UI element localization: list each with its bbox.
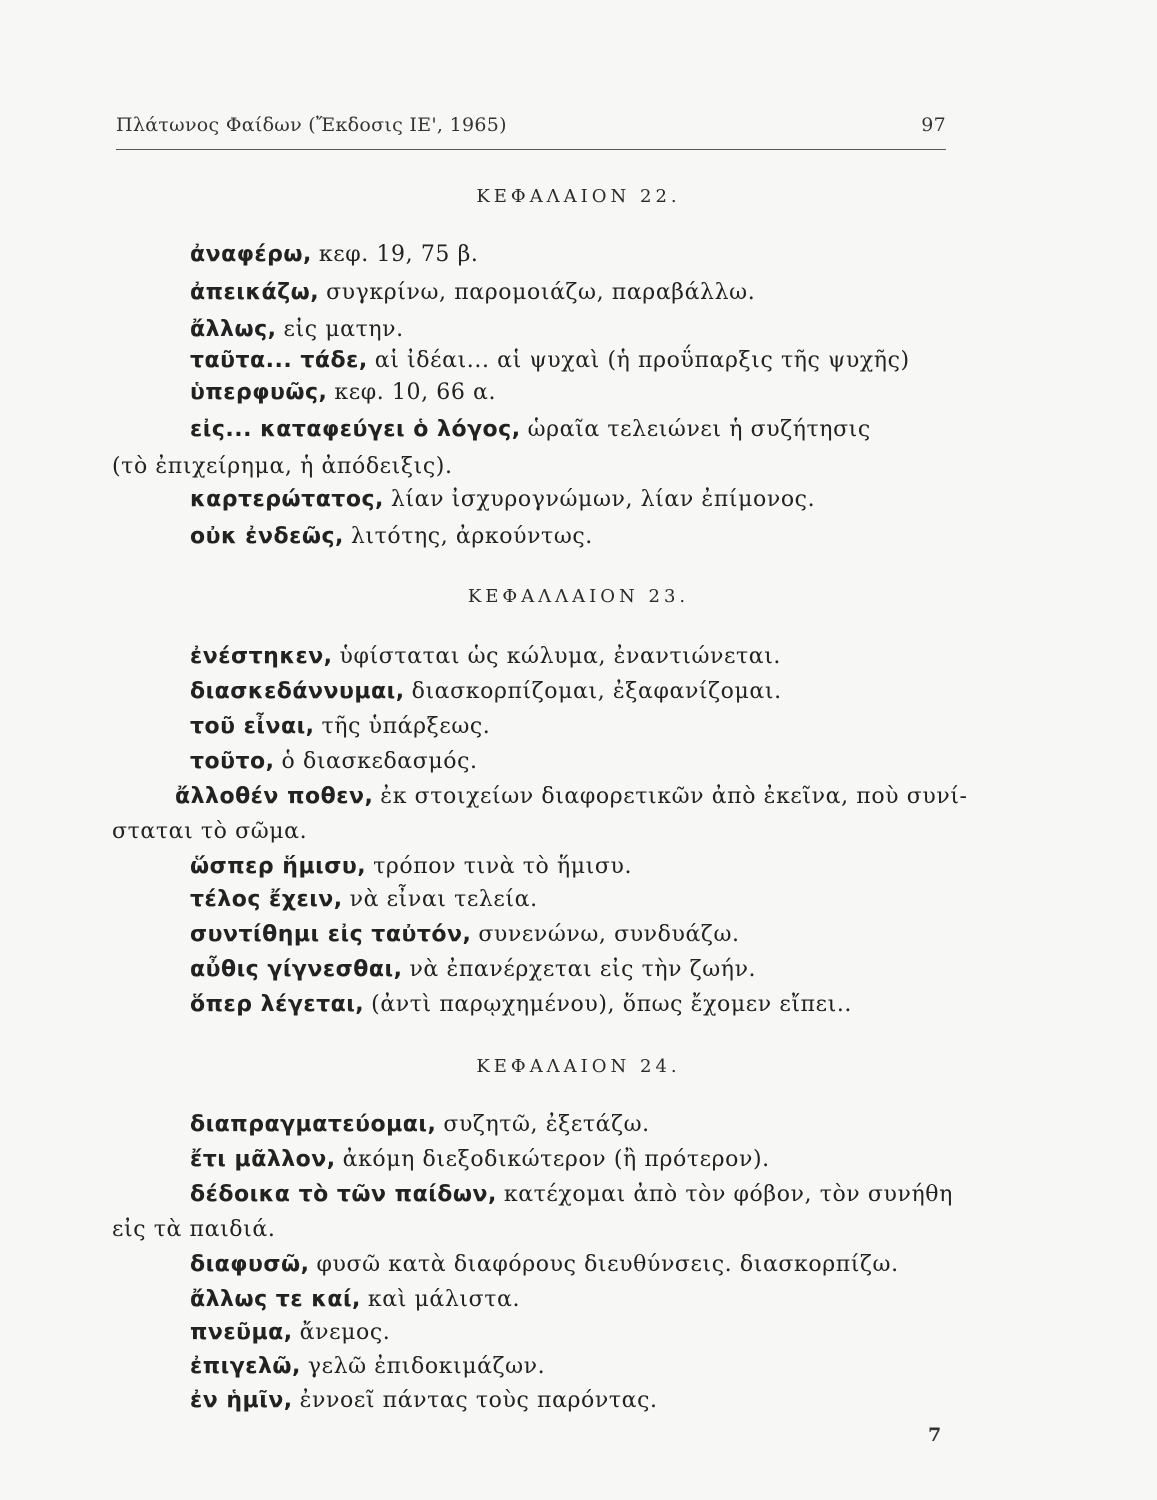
entry-term: ἀπεικάζω, (190, 280, 320, 305)
entry-definition: λίαν ἰσχυρογνώμων, λίαν ἐπίμονος. (390, 487, 816, 512)
entry-term: δέδοικα τὸ τῶν παίδων, (190, 1182, 497, 1207)
entry-definition: συνενώνω, συνδυάζω. (478, 922, 740, 947)
glossary-entry (190, 315, 960, 345)
entry-definition: ὁ διασκεδασμός. (281, 749, 478, 774)
entry-term: ὅπερ λέγεται, (190, 992, 365, 1017)
entry-definition: ἀκόμη διεξοδικώτερον (ἢ πρότερον). (342, 1147, 770, 1172)
glossary-entry (190, 1250, 960, 1280)
entry-definition: τρόπον τινὰ τὸ ἥμισυ. (373, 854, 633, 879)
entry-term: αὖθις γίγνεσθαι, (190, 957, 403, 982)
glossary-entry (190, 278, 960, 308)
entry-definition: εἰς ματην. (283, 317, 404, 342)
entry-definition: συζητῶ, ἐξετάζω. (443, 1112, 650, 1137)
entry-term: εἰς... καταφεύγει ὁ λόγος, (190, 417, 521, 442)
signature-mark: 7 (928, 1424, 942, 1446)
glossary-entry (190, 1285, 960, 1315)
entry-term: διασκεδάννυμαι, (190, 679, 405, 704)
entry-term: οὐκ ἐνδεῶς, (190, 524, 344, 549)
entry-term: τοῦτο, (190, 749, 275, 774)
entry-term: ὑπερφυῶς, (190, 380, 328, 405)
entry-term: ἐνέστηκεν, (190, 644, 333, 669)
glossary-entry (190, 346, 960, 376)
glossary-entry (190, 485, 960, 515)
entry-definition: καὶ μάλιστα. (367, 1287, 521, 1312)
entry-term: διαφυσῶ, (190, 1252, 310, 1277)
chapter-heading-22: ΚΕΦΑΛΑΙΟΝ 22. (476, 186, 681, 207)
entry-definition: κεφ. 10, 66 α. (334, 380, 497, 405)
glossary-entry (190, 712, 960, 742)
entry-definition: συγκρίνω, παρομοιάζω, παραβάλλω. (326, 280, 756, 305)
glossary-entry (190, 1352, 960, 1382)
entry-definition: γελῶ ἐπιδοκιμάζων. (307, 1354, 546, 1379)
glossary-entry (190, 1386, 960, 1416)
header-rule (116, 149, 946, 150)
entry-definition: λιτότης, ἀρκούντως. (350, 524, 593, 549)
entry-term: καρτερώτατος, (190, 487, 384, 512)
entry-continuation: (τὸ ἐπιχείρημα, ἡ ἀπόδειξις). (112, 454, 453, 479)
chapter-heading-24: ΚΕΦΑΛΑΙΟΝ 24. (476, 1056, 681, 1077)
entry-term: πνεῦμα, (190, 1320, 293, 1345)
entry-definition: ἐκ στοιχείων διαφορετικῶν ἀπὸ ἐκεῖνα, ποὺ συνί- (380, 784, 968, 809)
glossary-entry (190, 378, 960, 408)
glossary-entry (190, 747, 960, 777)
entry-term: ἄλλως τε καί, (190, 1287, 361, 1312)
entry-definition: ἐννοεῖ πάντας τοὺς παρόντας. (299, 1388, 658, 1413)
chapter-heading-23: ΚΕΦΑΛΛΑΙΟΝ 23. (467, 586, 690, 607)
glossary-entry (190, 852, 960, 882)
page-number: 97 (921, 114, 946, 136)
entry-term: ἐν ἡμῖν, (190, 1388, 293, 1413)
running-head (116, 114, 946, 146)
entry-term: ὥσπερ ἥμισυ, (190, 854, 367, 879)
entry-term: ἄλλοθέν ποθεν, (175, 784, 374, 809)
entry-continuation: σταται τὸ σῶμα. (112, 819, 308, 844)
entry-term: ἄλλως, (190, 317, 277, 342)
entry-term: τέλος ἔχειν, (190, 887, 343, 912)
glossary-entry (190, 885, 960, 915)
glossary-entry (190, 1145, 960, 1175)
glossary-entry (190, 920, 960, 950)
running-title: Πλάτωνος Φαίδων (Ἔκδοσις ΙΕ', 1965) (116, 114, 507, 136)
glossary-entry (190, 1180, 960, 1210)
entry-definition: διασκορπίζομαι, ἐξαφανίζομαι. (411, 679, 782, 704)
entry-term: ἀναφέρω, (190, 242, 312, 267)
entry-definition: ὡραῖα τελειώνει ἡ συζήτησις (527, 417, 871, 442)
entry-definition: φυσῶ κατὰ διαφόρους διευθύνσεις. διασκορπίζω. (316, 1252, 899, 1277)
glossary-entry (190, 642, 960, 672)
entry-term: τοῦ εἶναι, (190, 714, 315, 739)
entry-definition: νὰ ἐπανέρχεται εἰς τὴν ζωήν. (409, 957, 757, 982)
entry-definition: αἱ ἰδέαι... αἱ ψυχαὶ (ἡ προΰπαρξις τῆς ψυχῆς) (374, 348, 910, 373)
entry-definition: κεφ. 19, 75 β. (318, 242, 479, 267)
entry-definition: τῆς ὑπάρξεως. (321, 714, 491, 739)
glossary-entry (190, 1318, 960, 1348)
entry-definition: (ἀντὶ παρῳχημένου), ὅπως ἔχομεν εἴπει.. (371, 992, 853, 1017)
entry-term: συντίθημι εἰς ταὐτόν, (190, 922, 472, 947)
entry-term: διαπραγματεύομαι, (190, 1112, 437, 1137)
entry-continuation: εἰς τὰ παιδιά. (112, 1217, 276, 1242)
entry-definition: κατέχομαι ἀπὸ τὸν φόβον, τὸν συνήθη (503, 1182, 953, 1207)
glossary-entry (190, 990, 960, 1020)
entry-definition: ὑφίσταται ὡς κώλυμα, ἐναντιώνεται. (339, 644, 782, 669)
glossary-entry (190, 522, 960, 552)
glossary-entry (190, 677, 960, 707)
entry-term: ἐπιγελῶ, (190, 1354, 301, 1379)
glossary-entry (190, 955, 960, 985)
glossary-entry (175, 782, 968, 812)
entry-term: ἔτι μᾶλλον, (190, 1147, 336, 1172)
entry-definition: ἄνεμος. (299, 1320, 391, 1345)
glossary-entry (190, 1110, 960, 1140)
entry-term: ταῦτα... τάδε, (190, 348, 368, 373)
glossary-entry (190, 240, 960, 270)
entry-definition: νὰ εἶναι τελεία. (349, 887, 538, 912)
glossary-entry (190, 415, 960, 445)
